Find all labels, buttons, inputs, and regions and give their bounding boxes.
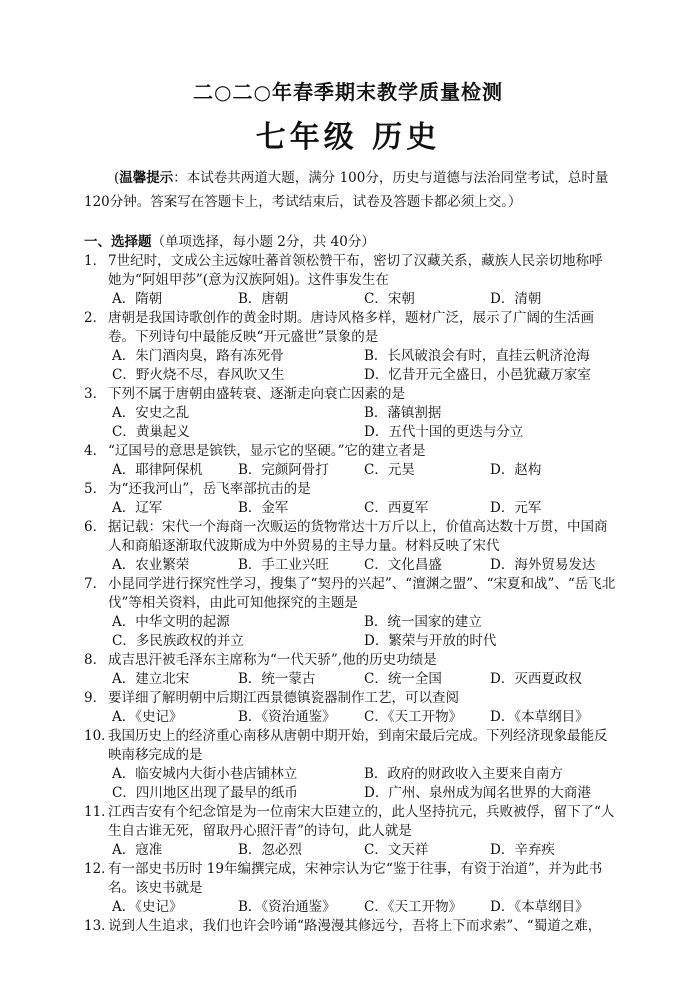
question-number: 4． [84,443,107,459]
option-row [112,423,616,442]
answer-option: A．辽军 [112,500,163,516]
option-list [84,404,616,442]
question-text: 江西吉安有个纪念馆是为一位南宋大臣建立的，此人坚持抗元，兵败被俘，留下了“人生自古谁无死，留取丹心照汗青”的诗句，此人就是 [108,804,615,839]
answer-option: D．辛弃疾 [490,842,555,858]
option-row [112,290,616,309]
option-list [84,461,616,480]
answer-option: A．建立北宋 [112,671,190,687]
option-row [112,784,616,803]
answer-option: A．安史之乱 [112,405,190,421]
question [84,917,616,936]
question-text: 说到人生追求，我们也许会吟诵“路漫漫其修远兮，吾将上下而求索”、“蜀道之难， [108,918,602,934]
question [84,309,616,385]
option-list [84,556,616,575]
question [84,575,616,651]
option-row [112,841,616,860]
question-stem [84,917,616,936]
question [84,689,616,727]
option-row [112,670,616,689]
option-row [112,632,616,651]
question-stem [84,518,616,556]
answer-option: A．《史记》 [112,899,183,915]
question [84,518,616,575]
answer-option: C．多民族政权的并立 [112,633,244,649]
question-text: 我国历史上的经济重心南移从唐朝中期开始，到南宋最后完成。下列经济现象最能反映南移完成的是 [108,728,608,763]
question-number: 2． [84,310,107,326]
answer-option: A．朱门酒肉臭，路有冻死骨 [112,348,284,364]
exam-title: 二○二○年春季期末教学质量检测 [193,80,503,104]
answer-option: D．《本草纲目》 [490,899,589,915]
question-stem [84,651,616,670]
question-number: 9． [84,690,107,706]
question-number: 3． [84,386,107,402]
answer-option: B．《资治通鉴》 [238,709,336,725]
option-list [84,708,616,727]
question-number: 6． [84,519,107,535]
answer-option: D．元军 [490,500,542,516]
question-number: 10． [84,728,115,744]
answer-option: C．四川地区出现了最早的纸币 [112,785,298,801]
option-list [84,613,616,651]
question [84,442,616,480]
answer-option: B．完颜阿骨打 [238,462,329,478]
question-text: 7世纪时，文成公主远嫁吐蕃首领松赞干布，密切了汉藏关系，藏族人民亲切地称呼她为“阿姐甲莎”(意为汉族阿姐)。这件事发生在 [108,253,603,288]
question-text: 要详细了解明朝中后期江西景德镇瓷器制作工艺，可以查阅 [108,690,459,706]
question-text: 成吉思汗被毛泽东主席称为“一代天骄”,他的历史功绩是 [108,652,437,668]
question-stem [84,575,616,613]
option-list [84,841,616,860]
question-text: “辽国号的意思是镔铁，显示它的坚硬。”它的建立者是 [108,443,426,459]
question-stem [84,309,616,347]
question-text: 唐朝是我国诗歌创作的黄金时期。唐诗风格多样，题材广泛，展示了广阔的生活画卷。下列诗句中最能反映“开元盛世”景象的是 [108,310,594,345]
answer-option: C．统一全国 [364,671,442,687]
answer-option: D．灭西夏政权 [490,671,582,687]
answer-option: A．耶律阿保机 [112,462,203,478]
answer-option: C．文化昌盛 [364,557,442,573]
tip-label: 温馨提示 [119,170,174,186]
answer-option: D．清朝 [490,291,542,307]
question-text: 有一部史书历时 19年编撰完成，宋神宗认为它“鉴于往事，有资于治道”，并为此书名。该史书就是 [108,861,603,896]
answer-option: C．宋朝 [364,291,415,307]
answer-option: C．《天工开物》 [364,899,463,915]
answer-option: B．手工业兴旺 [238,557,329,573]
answer-option: B．统一国家的建立 [364,614,482,630]
question [84,860,616,917]
answer-option: A．寇准 [112,842,163,858]
question [84,480,616,518]
answer-option: B．藩镇割据 [364,405,442,421]
option-row [112,347,616,366]
question-text: 下列不属于唐朝由盛转衰、逐渐走向衰亡因素的是 [108,386,405,402]
question-text: 据记载：宋代一个海商一次贩运的货物常达十万斤以上，价值高达数十万贯，中国商人和商船逐渐取代波斯成为中外贸易的主导力量。材料反映了宋代 [108,519,608,554]
question [84,651,616,689]
question-number: 11． [84,804,115,820]
answer-option: C．《天工开物》 [364,709,463,725]
answer-option: C．文天祥 [364,842,429,858]
question-stem [84,803,616,841]
question-stem [84,860,616,898]
answer-option: C．黄巢起义 [112,424,190,440]
answer-option: A．隋朝 [112,291,163,307]
answer-option: B．统一蒙古 [238,671,316,687]
answer-option: A．农业繁荣 [112,557,190,573]
question-number: 5． [84,481,107,497]
section-heading [84,232,616,252]
answer-option: D．《本草纲目》 [490,709,589,725]
question [84,252,616,309]
section-note: （单项选择，每小题 2分，共 40分） [151,234,375,250]
answer-option: C．元昊 [364,462,415,478]
answer-option: B．政府的财政收入主要来自南方 [364,766,563,782]
answer-option: D．繁荣与开放的时代 [364,633,497,649]
option-row [112,708,616,727]
option-row [112,898,616,917]
answer-option: A．中华文明的起源 [112,614,230,630]
tip-text: ：本试卷共两道大题，满分 100分，历史与道德与法治同堂考试，总时量 120分钟。答案写在答题卡上，考试结束后，试卷及答题卡都必须上交。） [84,170,609,210]
option-list [84,670,616,689]
option-row [112,404,616,423]
option-row [112,765,616,784]
question-text: 小昆同学进行探究性学习，搜集了“契丹的兴起”、“澶渊之盟”、“宋夏和战”、“岳飞北伐”等相关资料，由此可知他探究的主题是 [108,576,616,611]
question [84,727,616,803]
answer-option: B．长风破浪会有时，直挂云帆济沧海 [364,348,590,364]
option-row [112,499,616,518]
question-stem [84,385,616,404]
question [84,385,616,442]
question-stem [84,480,616,499]
question-list [84,232,616,936]
answer-option: D．广州、泉州成为闻名世界的大商港 [364,785,591,801]
question-stem [84,689,616,708]
answer-option: A．临安城内大街小巷店铺林立 [112,766,298,782]
question-stem [84,252,616,290]
question-number: 8． [84,652,107,668]
option-row [112,461,616,480]
option-row [112,613,616,632]
answer-option: D．忆昔开元全盛日，小邑犹藏万家室 [364,367,591,383]
question-text: 为“还我河山”，岳飞率部抗击的是 [108,481,311,497]
option-list [84,898,616,917]
answer-option: B．唐朝 [238,291,289,307]
exam-subtitle: 七年级 历史 [255,120,441,155]
question-number: 13． [84,918,115,934]
question-stem [84,442,616,461]
answer-option: D．赵构 [490,462,542,478]
answer-option: C．野火烧不尽，春风吹又生 [112,367,285,383]
option-list [84,290,616,309]
answer-option: B．《资治通鉴》 [238,899,336,915]
option-row [112,556,616,575]
option-list [84,347,616,385]
option-row [112,366,616,385]
answer-option: C．西夏军 [364,500,429,516]
answer-option: A．《史记》 [112,709,183,725]
question-number: 7． [84,576,107,592]
question-stem [84,727,616,765]
question [84,803,616,860]
option-list [84,765,616,803]
answer-option: B．金军 [238,500,289,516]
section-label: 一、选择题 [84,234,152,250]
answer-option: D．海外贸易发达 [490,557,596,573]
question-number: 1． [84,253,107,269]
exam-tip: (温馨提示：本试卷共两道大题，满分 100分，历史与道德与法治同堂考试，总时量 120分钟。答案写在答题卡上，考试结束后，试卷及答题卡都必须上交。） [84,170,609,210]
answer-option: B．忽必烈 [238,842,302,858]
option-list [84,499,616,518]
question-number: 12． [84,861,115,877]
answer-option: D．五代十国的更迭与分立 [364,424,524,440]
